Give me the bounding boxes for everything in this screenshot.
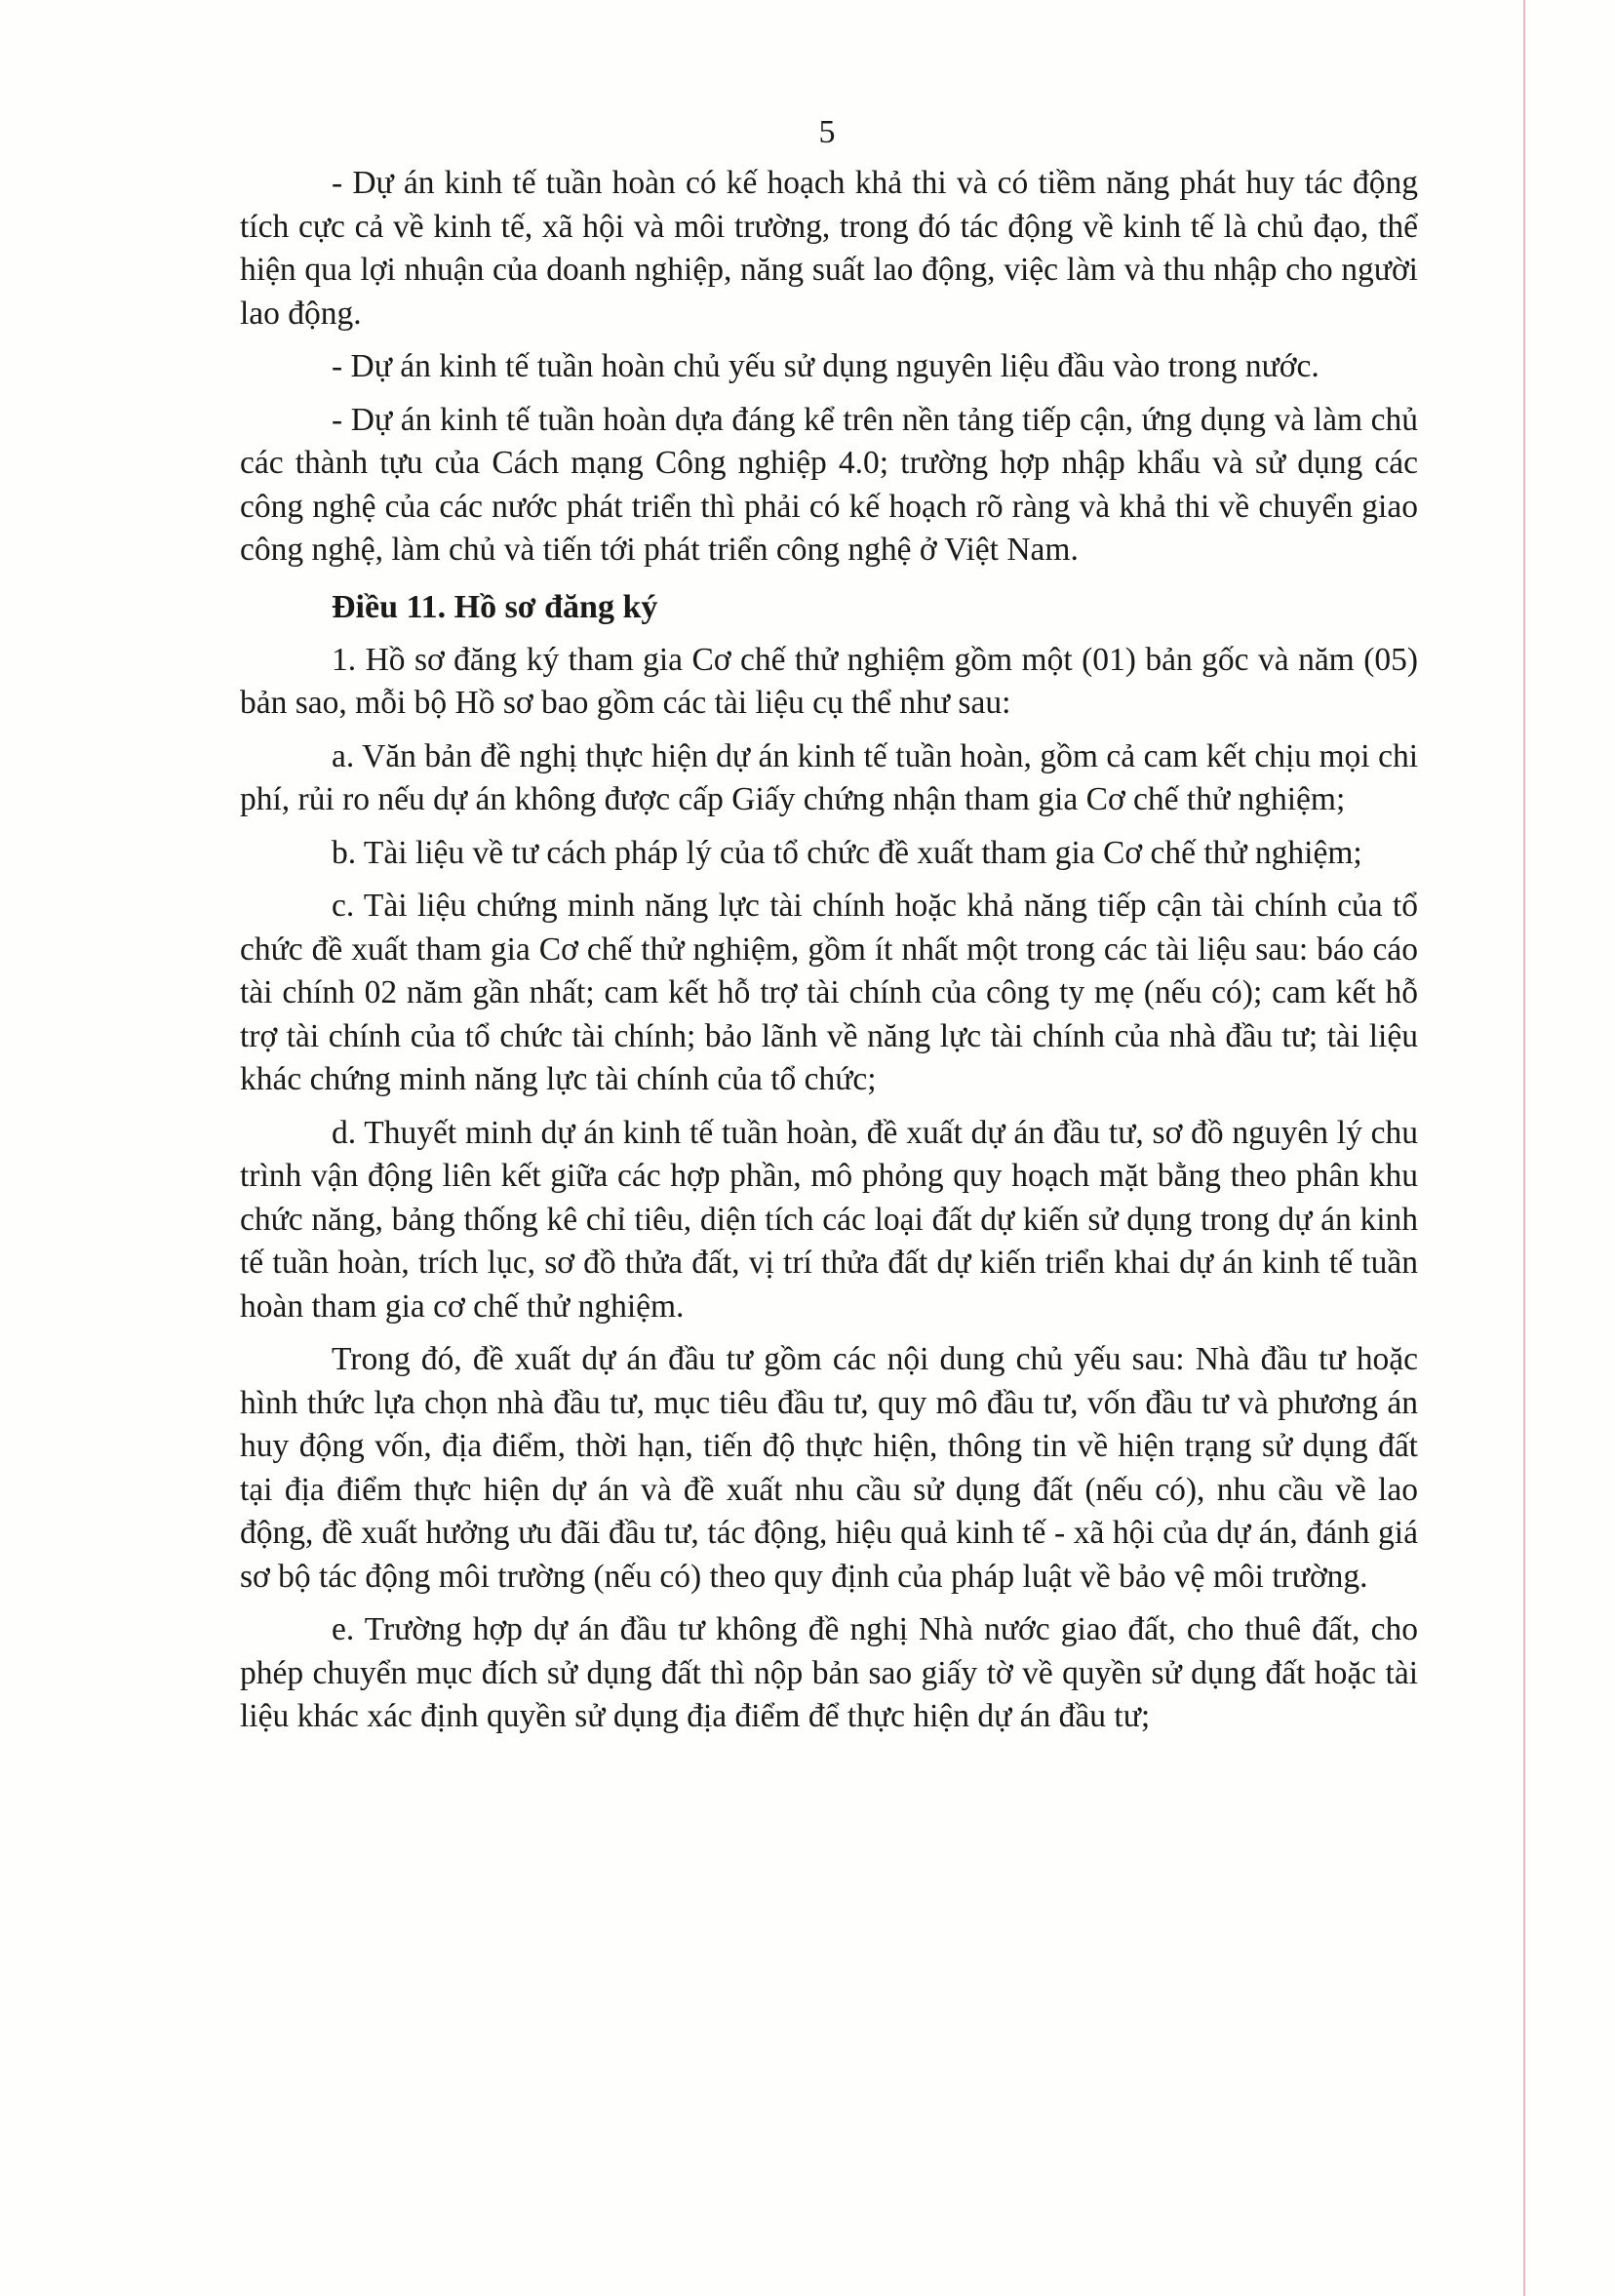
paragraph-item-b: b. Tài liệu về tư cách pháp lý của tổ chức đề xuất tham gia Cơ chế thử nghiệm; <box>332 834 1362 871</box>
paragraph-item-d: d. Thuyết minh dự án kinh tế tuần hoàn, đề xuất dự án đầu tư, sơ đồ nguyên lý chu trình vận động liên kết giữa các hợp phần, mô phỏng quy hoạch mặt bằng theo phân khu chức năng, bảng thống kê chỉ tiêu, diện tích các loại đất dự kiến sử dụng trong dự án kinh tế tuần hoàn, trích lục, sơ đồ thửa đất, vị trí thửa đất dự kiến triển khai dự án kinh tế tuần hoàn tham gia cơ chế thử nghiệm. <box>240 1114 1418 1325</box>
paragraph-domestic-materials: - Dự án kinh tế tuần hoàn chủ yếu sử dụng nguyên liệu đầu vào trong nước. <box>332 348 1320 384</box>
paragraph-project-feasibility: - Dự án kinh tế tuần hoàn có kế hoạch khả thi và có tiềm năng phát huy tác động tích cực cả về kinh tế, xã hội và môi trường, trong đó tác động về kinh tế là chủ đạo, thể hiện qua lợi nhuận của doanh nghiệp, năng suất lao động, việc làm và thu nhập cho người lao động. <box>240 165 1418 332</box>
paragraph-item-c: c. Tài liệu chứng minh năng lực tài chính hoặc khả năng tiếp cận tài chính của tổ chức đề xuất tham gia Cơ chế thử nghiệm, gồm ít nhất một trong các tài liệu sau: báo cáo tài chính 02 năm gần nhất; cam kết hỗ trợ tài chính của công ty mẹ (nếu có); cam kết hỗ trợ tài chính của tổ chức tài chính; bảo lãnh về năng lực tài chính của nhà đầu tư; tài liệu khác chứng minh năng lực tài chính của tổ chức; <box>240 888 1418 1097</box>
paragraph-investment-proposal: Trong đó, đề xuất dự án đầu tư gồm các nội dung chủ yếu sau: Nhà đầu tư hoặc hình thức lựa chọn nhà đầu tư, mục tiêu đầu tư, quy mô đầu tư, vốn đầu tư và phương án huy động vốn, địa điểm, thời hạn, tiến độ thực hiện, thông tin về hiện trạng sử dụng đất tại địa điểm thực hiện dự án và đề xuất nhu cầu sử dụng đất (nếu có), nhu cầu về lao động, đề xuất hưởng ưu đãi đầu tư, tác động, hiệu quả kinh tế - xã hội của dự án, đánh giá sơ bộ tác động môi trường (nếu có) theo quy định của pháp luật về bảo vệ môi trường. <box>240 1341 1418 1595</box>
document-body <box>240 162 1418 1749</box>
page-edge-line <box>1523 0 1525 2296</box>
article-11-heading: Điều 11. Hồ sơ đăng ký <box>332 588 658 625</box>
paragraph-dossier-intro: 1. Hồ sơ đăng ký tham gia Cơ chế thử nghiệm gồm một (01) bản gốc và năm (05) bản sao, mỗi bộ Hồ sơ bao gồm các tài liệu cụ thể như sau: <box>240 641 1418 721</box>
paragraph-item-e: e. Trường hợp dự án đầu tư không đề nghị Nhà nước giao đất, cho thuê đất, cho phép chuyển mục đích sử dụng đất thì nộp bản sao giấy tờ về quyền sử dụng đất hoặc tài liệu khác xác định quyền sử dụng địa điểm để thực hiện dự án đầu tư; <box>240 1611 1418 1734</box>
page-number: 5 <box>818 114 836 150</box>
paragraph-industry-4-0: - Dự án kinh tế tuần hoàn dựa đáng kể trên nền tảng tiếp cận, ứng dụng và làm chủ các thành tựu của Cách mạng Công nghiệp 4.0; trường hợp nhập khẩu và sử dụng các công nghệ của các nước phát triển thì phải có kế hoạch rõ ràng và khả thi về chuyển giao công nghệ, làm chủ và tiến tới phát triển công nghệ ở Việt Nam. <box>240 401 1418 568</box>
paragraph-item-a: a. Văn bản đề nghị thực hiện dự án kinh tế tuần hoàn, gồm cả cam kết chịu mọi chi phí, rủi ro nếu dự án không được cấp Giấy chứng nhận tham gia Cơ chế thử nghiệm; <box>240 737 1418 817</box>
